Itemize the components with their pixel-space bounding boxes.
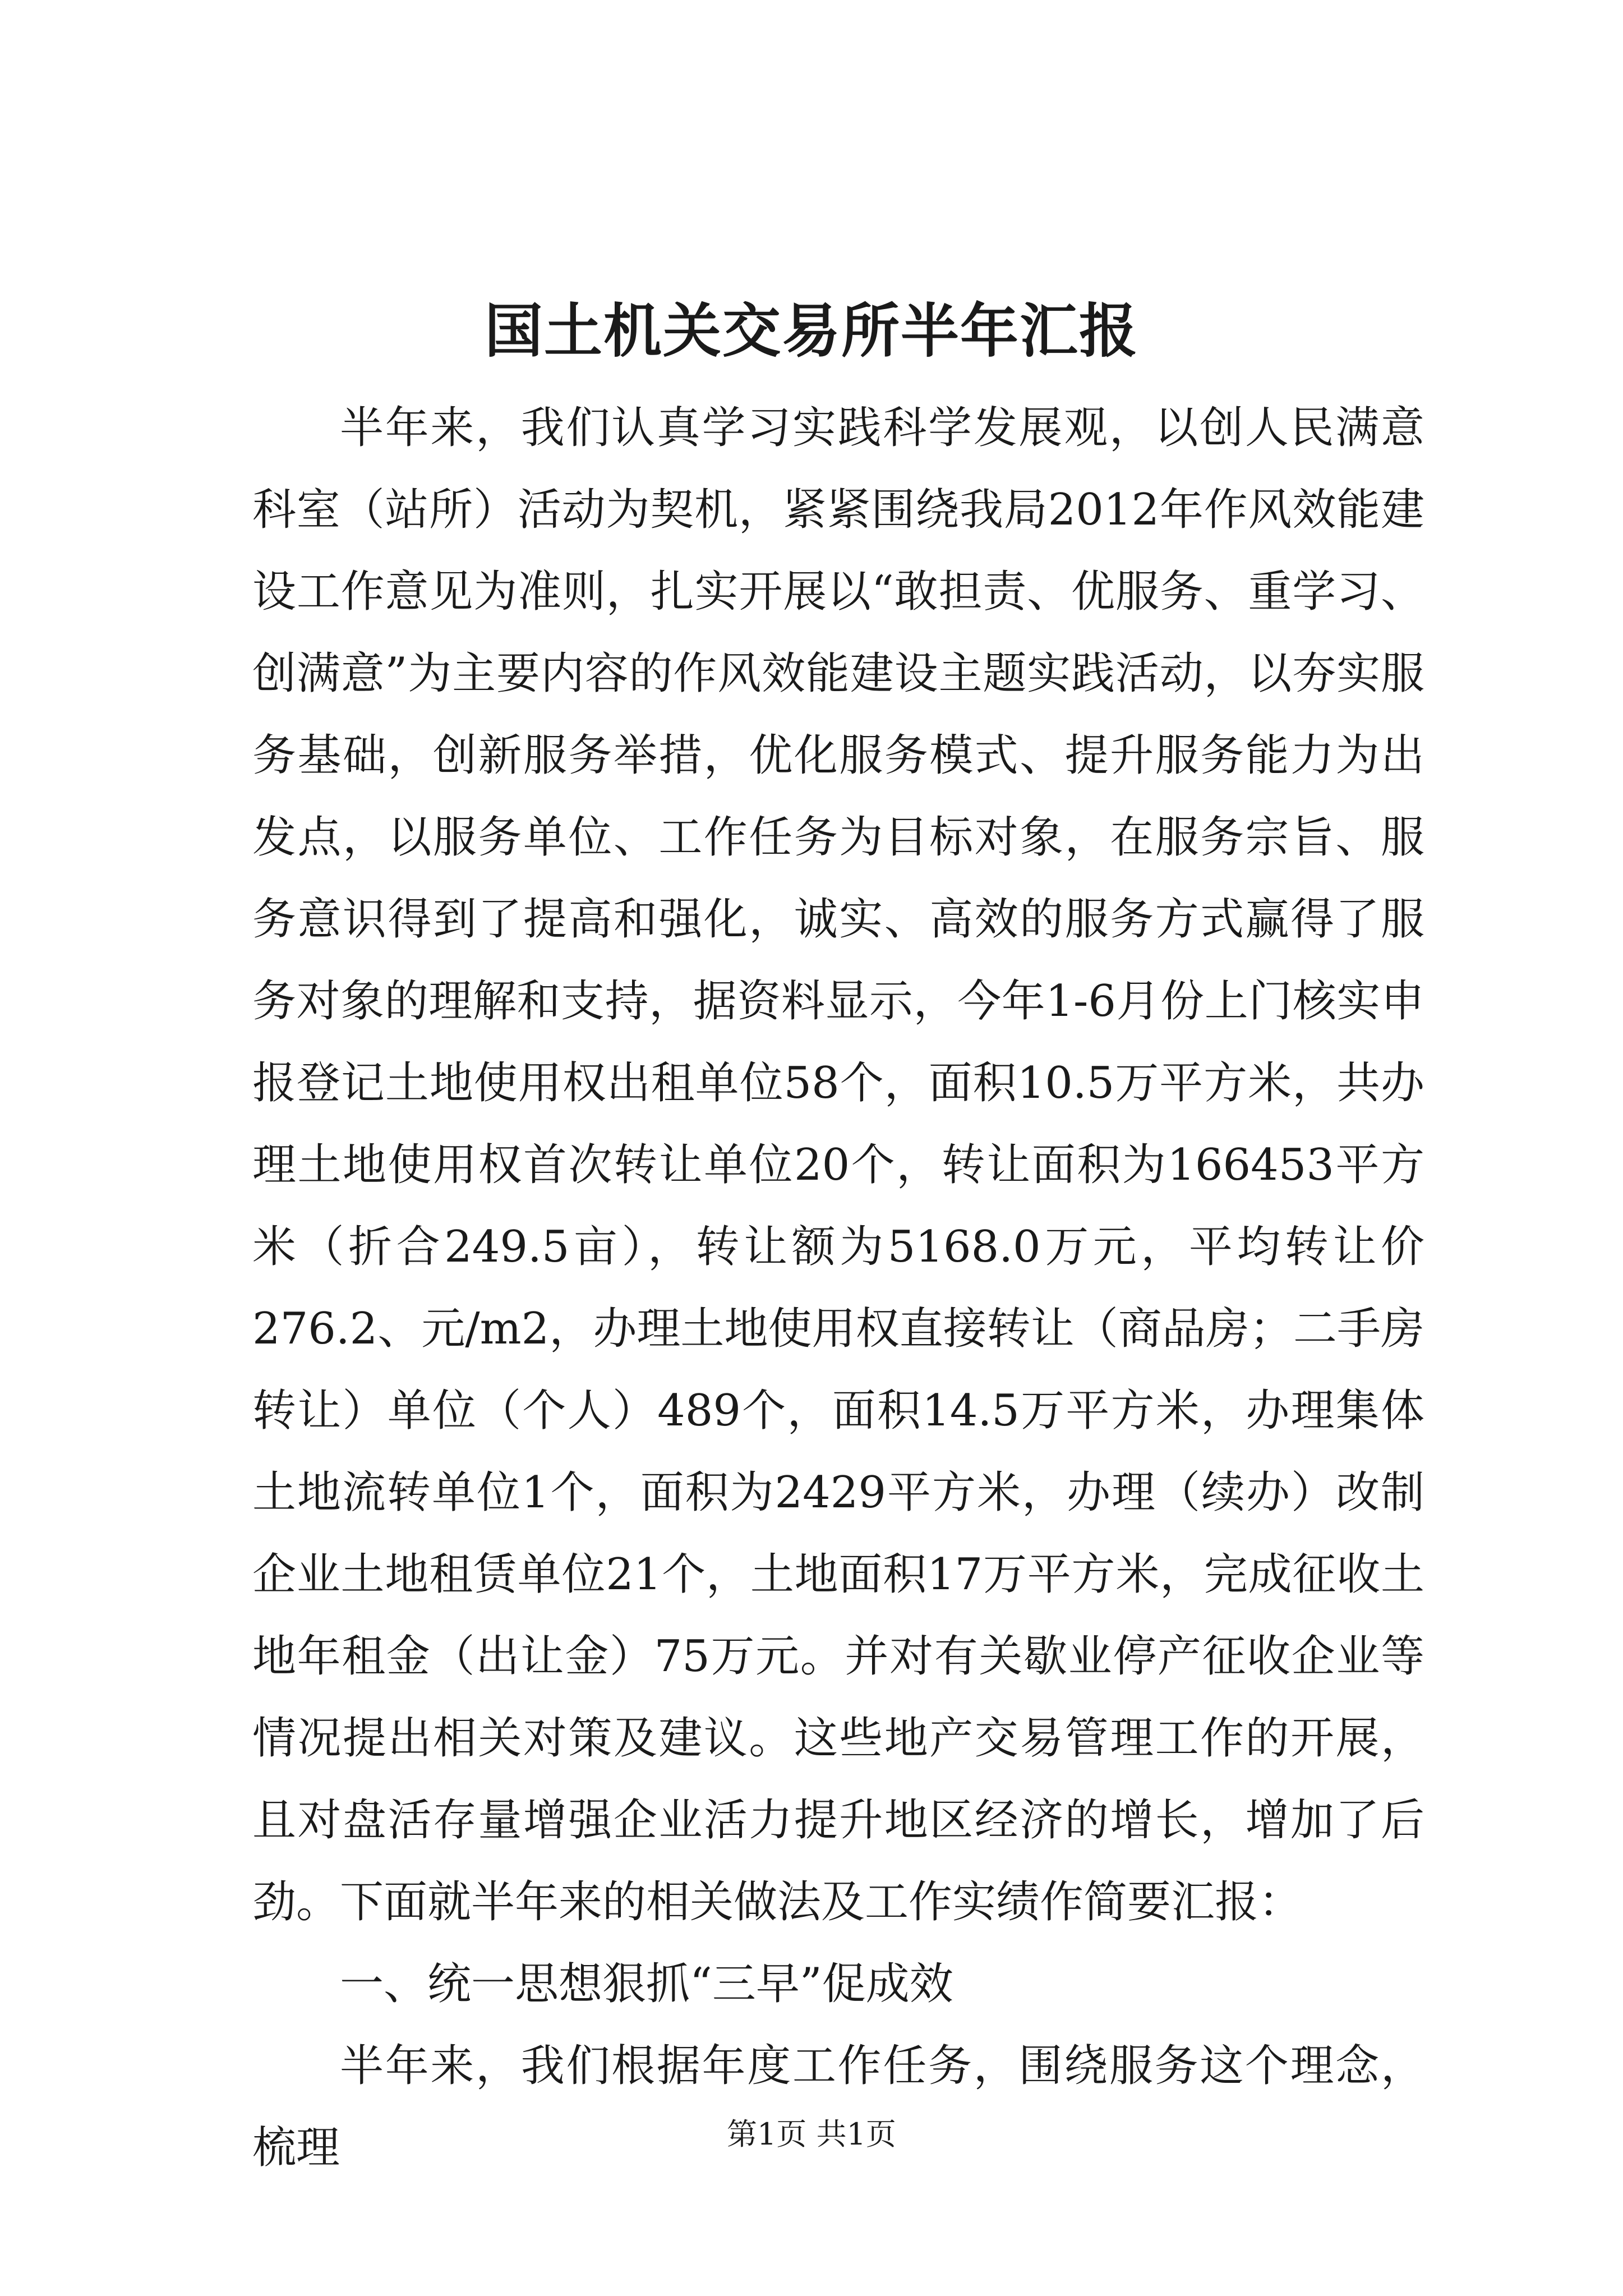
page-footer: 第1页 共1页 (727, 2116, 896, 2152)
body-paragraph: 半年来，我们认真学习实践科学发展观，以创人民满意科室（站所）活动为契机，紧紧围绕我局2012年作风效能建设工作意见为准则，扎实开展以“敢担责、优服务、重学习、创满意”为主要内容的作风效能建设主题实践活动，以夯实服务基础，创新服务举措，优化服务模式、提升服务能力为出发点，以服务单位、工作任务为目标对象，在服务宗旨、服务意识得到了提高和强化，诚实、高效的服务方式赢得了服务对象的理解和支持，据资料显示，今年1-6月份上门核实申报登记土地使用权出租单位58个，面积10.5万平方米，共办理土地使用权首次转让单位20个，转让面积为166453平方米（折合249.5亩），转让额为5168.0万元，平均转让价276.2、元/m2，办理土地使用权直接转让（商品房；二手房转让）单位（个人）489个，面积14.5万平方米，办理集体土地流转单位1个，面积为2429平方米，办理（续办）改制企业土地租赁单位21个，土地面积17万平方米，完成征收土地年租金（出让金）75万元。并对有关歇业停产征收企业等情况提出相关对策及建议。这些地产交易管理工作的开展，且对盘活存量增强企业活力提升地区经济的增长，增加了后劲。下面就半年来的相关做法及工作实绩作简要汇报： (252, 403, 1424, 1927)
section-heading: 一、统一思想狠抓“三早”促成效 (340, 1959, 953, 2009)
document-body (252, 387, 1424, 2189)
body-paragraph: 半年来，我们根据年度工作任务，围绕服务这个理念，梳理 (252, 2041, 1424, 2173)
document-title: 国土机关交易所半年汇报 (484, 296, 1138, 365)
